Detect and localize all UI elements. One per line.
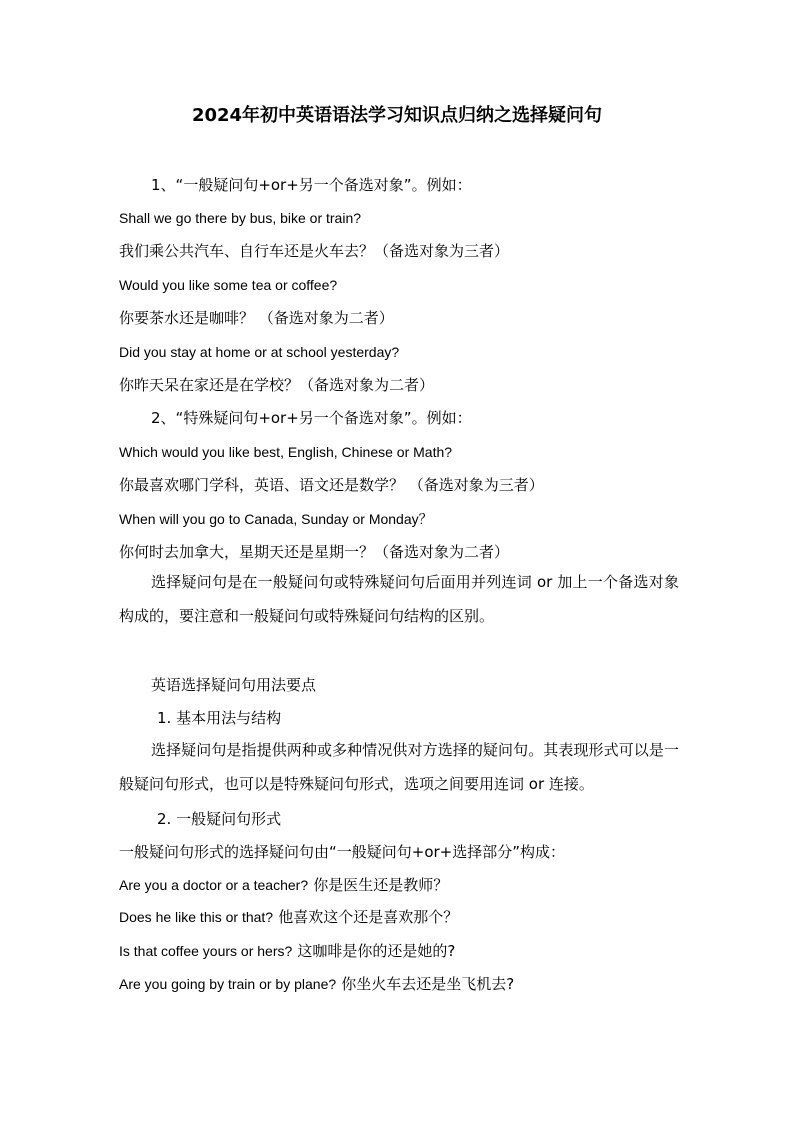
example-cn: 你何时去加拿大，星期天还是星期一？（备选对象为二者）: [119, 543, 510, 561]
example-en: Did you stay at home or at school yesterday?: [119, 344, 400, 360]
example-en: Are you going by train or by plane?: [119, 976, 337, 992]
example-pair: [119, 940, 455, 962]
example-en: Does he like this or that?: [119, 909, 274, 925]
example-cn: 这咖啡是你的还是她的?: [297, 942, 456, 960]
subheading-general-question-form: 2. 一般疑问句形式: [157, 810, 282, 828]
example-en: Is that coffee yours or hers?: [119, 943, 293, 959]
example-en: Shall we go there by bus, bike or train?: [119, 210, 362, 226]
example-pair: [119, 973, 514, 995]
example-cn: 他喜欢这个还是喜欢那个？: [278, 908, 459, 926]
subheading-basic-usage: 1. 基本用法与结构: [157, 709, 282, 727]
example-cn: 你最喜欢哪门学科，英语、语文还是数学？ （备选对象为三者）: [119, 476, 544, 494]
basic-usage-paragraph: 选择疑问句是指提供两种或多种情况供对方选择的疑问句。其表现形式可以是一般疑问句形式，也可以是特殊疑问句形式，选项之间要用连词 or 连接。: [119, 741, 679, 793]
example-cn: 你昨天呆在家还是在学校？（备选对象为二者）: [119, 376, 435, 394]
example-pair: [119, 906, 458, 928]
summary-paragraph: 选择疑问句是在一般疑问句或特殊疑问句后面用并列连词 or 加上一个备选对象构成的，要注意和一般疑问句或特殊疑问句结构的区别。: [119, 573, 679, 625]
example-en: When will you go to Canada, Sunday or Monday？: [119, 511, 433, 527]
section-2-heading: 2、“特殊疑问句+or+另一个备选对象”。例如：: [151, 409, 472, 427]
section-1-heading: 1、“一般疑问句+or+另一个备选对象”。例如：: [151, 176, 472, 194]
example-cn: 我们乘公共汽车、自行车还是火车去？（备选对象为三者）: [119, 242, 510, 260]
example-cn: 你要茶水还是咖啡？ （备选对象为二者）: [119, 309, 394, 327]
page-title: 2024年初中英语语法学习知识点归纳之选择疑问句: [191, 105, 603, 126]
example-en: Which would you like best, English, Chinese or Math?: [119, 444, 453, 460]
example-pair: [119, 874, 448, 896]
example-en: Are you a doctor or a teacher?: [119, 877, 309, 893]
example-cn: 你是医生还是教师？: [313, 876, 449, 894]
example-cn: 你坐火车去还是坐飞机去?: [341, 975, 515, 993]
usage-heading: 英语选择疑问句用法要点: [151, 676, 317, 694]
general-form-intro: 一般疑问句形式的选择疑问句由“一般疑问句+or+选择部分”构成：: [119, 843, 566, 861]
example-en: Would you like some tea or coffee?: [119, 277, 338, 293]
